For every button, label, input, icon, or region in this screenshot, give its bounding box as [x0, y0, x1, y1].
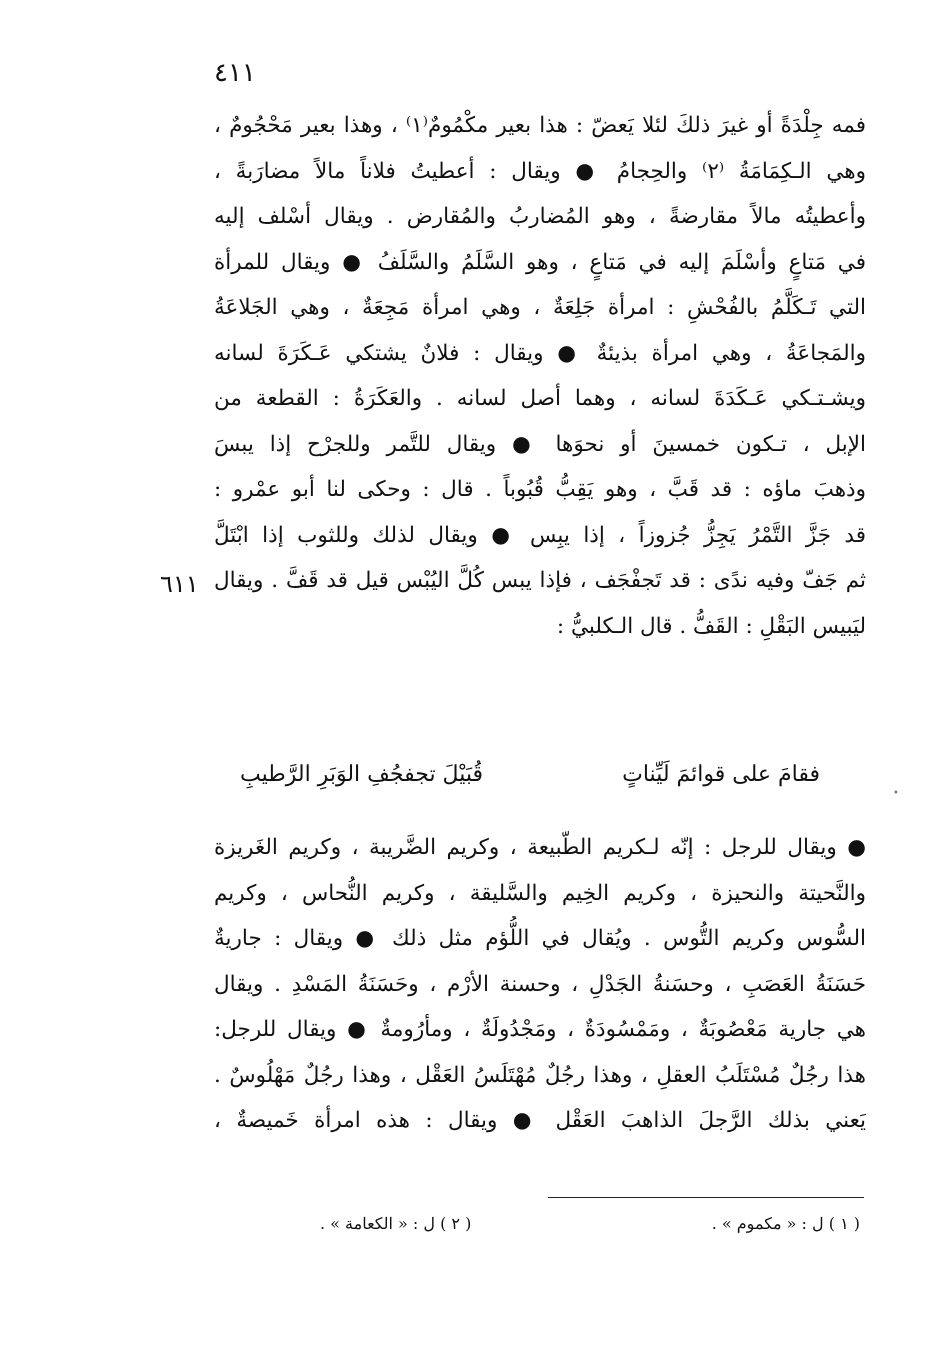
scan-speck: • — [893, 788, 899, 799]
text-line: والنَّحيتة والنحيزة ، وكريم الخِيم والسَّليقة ، وكريم النُّحاس ، وكريم — [214, 880, 866, 906]
text-line: حَسَنَةُ العَصَبِ ، وحسَنةُ الجَدْلِ ، وحسنة الأرْم ، وحَسَنَةُ المَسْدِ . ويقال — [214, 971, 866, 997]
text-line: وأعطيتُه مالاً مقارضةً ، وهو المُضاربُ والمُقارض . ويقال أسْلف إليه — [214, 204, 866, 229]
text-line: ويشـتـكي عَـكَدَةَ لسانه ، وهما أصل لسانه . والعَكَرَةُ : القطعة من — [214, 386, 866, 411]
footnote-2: ( ٢ ) ل : « الكعامة » . — [320, 1214, 472, 1233]
footnotes — [320, 1210, 860, 1238]
text-line: في مَتاعٍ وأسْلَمَ إليه في مَتاعٍ ، وهو السَّلَمُ والسَّلَفُ ● ويقال للمرأة — [214, 249, 866, 275]
text-line: ليَبيس البَقْلِ : القَفُّ . قال الـكلبيُّ : — [556, 613, 866, 639]
text-block-bottom — [214, 825, 866, 1144]
verse-first-hemistich: فقامَ على قوائمَ لَيِّناتٍ — [622, 762, 820, 787]
text-line: والمَجاعَةُ ، وهي امرأة بذيئةٌ ● ويقال : فلانٌ يشتكي عَـكَرَةَ لسانه — [214, 340, 866, 366]
footnote-rule — [548, 1197, 864, 1198]
footnote-1: ( ١ ) ل : « مكموم » . — [711, 1214, 860, 1233]
verse-second-hemistich: قُبَيْلَ تجفجُفِ الوَبَرِ الرَّطيبِ — [240, 762, 484, 787]
text-line: الإبل ، تـكون خمسينَ أو نحوَها ● ويقال للتَّمر وللجرْح إذا يبسَ — [214, 431, 866, 457]
text-block-top — [214, 103, 866, 649]
text-line: وهي الـكِمَامَةُ ⁽٢⁾ والحِجامُ ● ويقال : أعطيتُ فلاناً مالاً مضارَبةً ، — [214, 158, 866, 184]
text-line: ثم جَفّ وفيه ندًى : قد تَجفْجَف ، فإذا يبس كُلَّ اليُبْس قيل قد قَفَّ . ويقال — [214, 568, 866, 593]
text-line: التي تَـكَلَّمُ بالفُحْشِ : امرأة جَلِعَةٌ ، وهي امرأة مَجِعَةٌ ، وهي الجَلاعَةُ — [214, 295, 866, 320]
text-line: يَعني بذلك الرَّجلَ الذاهبَ العَقْل ● ويقال : هذه امرأة خَميصةٌ ، — [214, 1108, 866, 1133]
text-line: هي جارية مَعْصُوبَةٌ ، ومَمْسُودَةٌ ، ومَجْدُولَةٌ ، ومأرُومةٌ ● ويقال للرجل: — [214, 1017, 866, 1042]
margin-page-reference: ٦١١ — [160, 570, 199, 598]
text-line: وذهبَ ماؤه : قد قَبَّ ، وهو يَقِبُّ قُبُوباً . قال : وحكى لنا أبو عمْرو : — [214, 477, 866, 502]
page-number: ٤١١ — [214, 58, 256, 88]
text-line: هذا رجُلٌ مُسْتَلَبُ العقلِ ، وهذا رجُلٌ مُهْتَلَسُ العَقْل ، وهذا رجُلٌ مَهْلُوسٌ . — [214, 1062, 866, 1088]
text-line: السُّوس وكريم التُّوس . ويُقال في اللُّؤم مثل ذلك ● ويقال : جاريةٌ — [214, 926, 866, 951]
poetry-verse — [240, 755, 820, 795]
text-line: ● ويقال للرجل : إنّه لـكريم الطّبيعة ، وكريم الضَّريبة ، وكريم الغَريزة — [214, 835, 866, 860]
text-line: فمه جِلْدَةً أو غيرَ ذلكَ لئلا يَعضّ : هذا بعير مكْمُومٌ⁽١⁾ ، وهذا بعير مَحْجُومٌ ، — [214, 113, 866, 138]
text-line: قد جَزَّ التَّمْرُ يَجِزُّ جُزوزاً ، إذا يبِس ● ويقال لذلك وللثوب إذا ابْتَلَّ — [214, 522, 866, 548]
